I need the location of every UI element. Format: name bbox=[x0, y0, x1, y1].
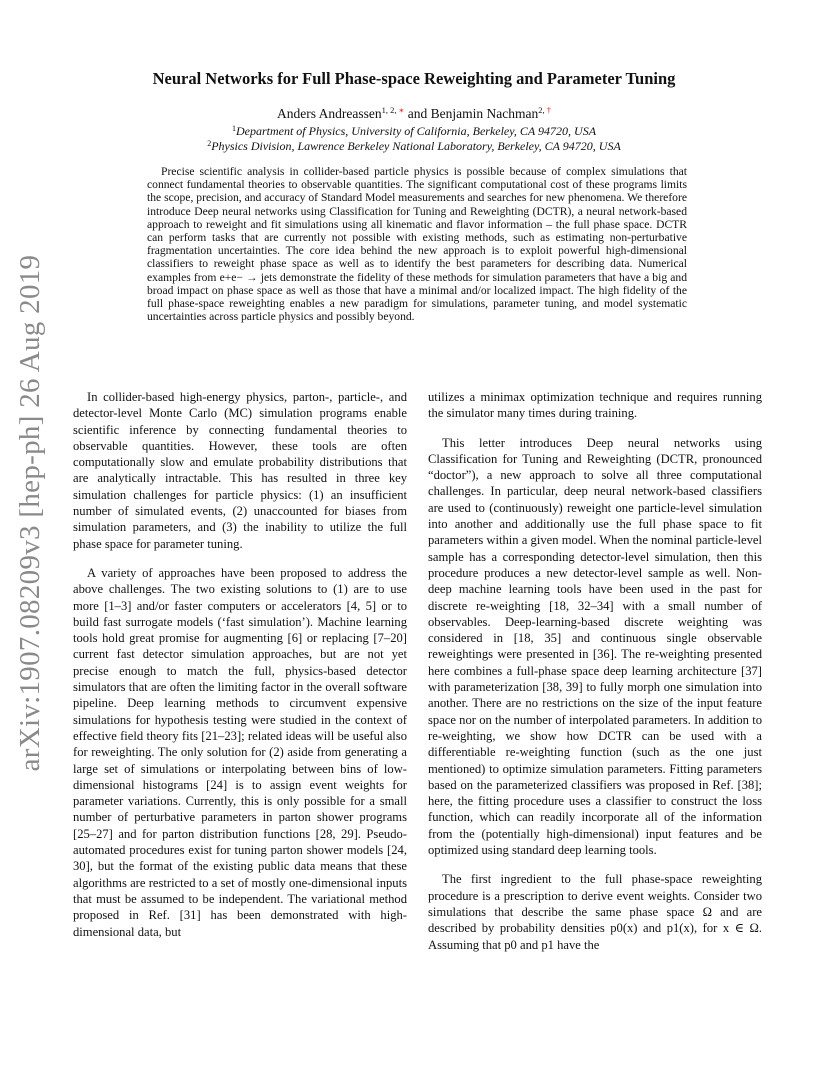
affiliation-1 bbox=[0, 124, 828, 139]
body-paragraph: The first ingredient to the full phase-space reweighting procedure is a prescription to derive event weights. Consider two simulations that describe the same phase space Ω and are described by probability densities p0(x) and p1(x), for x ∈ Ω. Assuming that p0 and p1 have the bbox=[428, 872, 762, 952]
body-paragraph: This letter introduces Deep neural networks using Classification for Tuning and Reweighting (DCTR, pronounced “doctor”), a new approach to solve all three computational challenges. In particular, deep neural network-based classifiers are used to (continuously) reweight one particle-level simulation into another and additionally use the full phase space to fit parameters within a given model. When the nominal particle-level sample has a corresponding detector-level simulation, then this procedure produces a new detector-level sample as well. Non-deep machine learning tools have been used in the past for discrete re-weighting [18, 32–34] with a small number of observables. Deep-learning-based discrete weighting was considered in [18, 35] and continuous single observable reweightings were presented in [36]. The re-weighting presented here combines a full-phase space deep learning architecture [37] with parameterization [38, 39] to fully morph one simulation into another. There are no restrictions on the size of the input feature space nor on the number of interpolated parameters. In addition to re-weighting, we show how DCTR can be used with a differentiable re-weighting function (such as the one just mentioned) to optimize simulation parameters. Fitting parameters based on the parameterized classifiers was proposed in Ref. [38]; here, the fitting procedure uses a classifier to construct the loss function, which can readily incorporate all of the information from the (potentially high-dimensional) input features and be optimized using standard deep learning tools. bbox=[428, 435, 762, 858]
affiliation-text: Department of Physics, University of California, Berkeley, CA 94720, USA bbox=[235, 124, 597, 138]
affiliation-2 bbox=[0, 139, 828, 154]
abstract: Precise scientific analysis in collider-based particle physics is possible because of complex simulations that connect fundamental theories to observable quantities. The significant computational cost of these programs limits the scope, precision, and accuracy of Standard Model measurements and searches for new phenomena. We therefore introduce Deep neural networks using Classification for Tuning and Reweighting (DCTR), a neural network-based approach to reweight and fit simulations using all kinematic and flavor information – the full phase space. DCTR can perform tasks that are currently not possible with existing methods, such as estimating non-perturbative fragmentation uncertainties. The core idea behind the new approach is to exploit powerful high-dimensional classifiers to reweight phase space as well as to identify the best parameters for describing data. Numerical examples from e+e− → jets demonstrate the fidelity of these methods for simulation parameters that have a big and broad impact on phase space as well as those that have a minimal and/or localized impact. The high fidelity of the full phase-space reweighting enables a new paradigm for simulations, parameter tuning, and model systematic uncertainties across particle physics and possibly beyond. bbox=[147, 165, 687, 324]
body-paragraph: In collider-based high-energy physics, parton-, particle-, and detector-level Monte Carlo (MC) simulation programs enable scientific inference by connecting fundamental theories to observable quantities. However, these tools are often computationally slow and emulate probability distributions that are analytically intractable. This has resulted in three key simulation challenges for particle physics: (1) an insufficient number of simulated events, (2) unaccounted for biases from simulation parameters, and (3) the inability to utilize the full phase space for parameter tuning. bbox=[73, 390, 407, 551]
affiliation-number: 2 bbox=[207, 139, 212, 148]
body-left-column bbox=[73, 389, 407, 940]
affiliation-number: 1 bbox=[231, 124, 236, 133]
affiliation-text: Physics Division, Lawrence Berkeley National Laboratory, Berkeley, CA 94720, USA bbox=[211, 139, 621, 153]
arxiv-identifier-stamp: arXiv:1907.08209v3 [hep-ph] 26 Aug 2019 bbox=[14, 254, 46, 772]
author-name: Benjamin Nachman bbox=[430, 106, 539, 121]
footnote-symbol: ∗ bbox=[398, 105, 405, 115]
author-affiliation-marks: 1, 2, ∗ bbox=[381, 105, 405, 115]
author-name: Anders Andreassen bbox=[277, 106, 382, 121]
author-line bbox=[0, 105, 828, 122]
paper-title: Neural Networks for Full Phase-space Reweighting and Parameter Tuning bbox=[152, 69, 676, 88]
author-affiliation-marks: 2, † bbox=[538, 105, 551, 115]
body-paragraph: A variety of approaches have been proposed to address the above challenges. The two existing solutions to (1) are to use more [1–3] and/or faster computers or accelerators [4, 5] or to build fast surrogate models (‘fast simulation’). Machine learning tools hold great promise for augmenting [6] or replacing [7–20] current fast detector simulation approaches, but are not yet precise enough to match the full, physics-based detector simulators that are often the limiting factor in the overall software pipeline. Deep learning methods to circumvent expensive simulations for hypothesis testing were studied in the context of effective field theory fits [21–23]; related ideas will be useful also for reweighting. The only solution for (2) aside from generating a large set of simulations or interpolating between bins of low-dimensional histograms [24] is to assign event weights for parameter variations. Currently, this is only possible for a small number of perturbative parameters in parton shower programs [25–27] and for parton distribution functions [28, 29]. Pseudo-automated procedures exist for tuning parton shower models [24, 30], but the format of the existing public data means that these algorithms are restricted to a set of mostly one-dimensional inputs that must be assumed to be independent. The variational method proposed in Ref. [31] has been demonstrated with high-dimensional data, but bbox=[73, 565, 407, 939]
body-paragraph: utilizes a minimax optimization technique and requires running the simulator many times during training. bbox=[428, 390, 762, 421]
author-conjunction: and bbox=[404, 106, 431, 121]
body-right-column bbox=[428, 389, 762, 953]
footnote-symbol: † bbox=[546, 105, 551, 115]
